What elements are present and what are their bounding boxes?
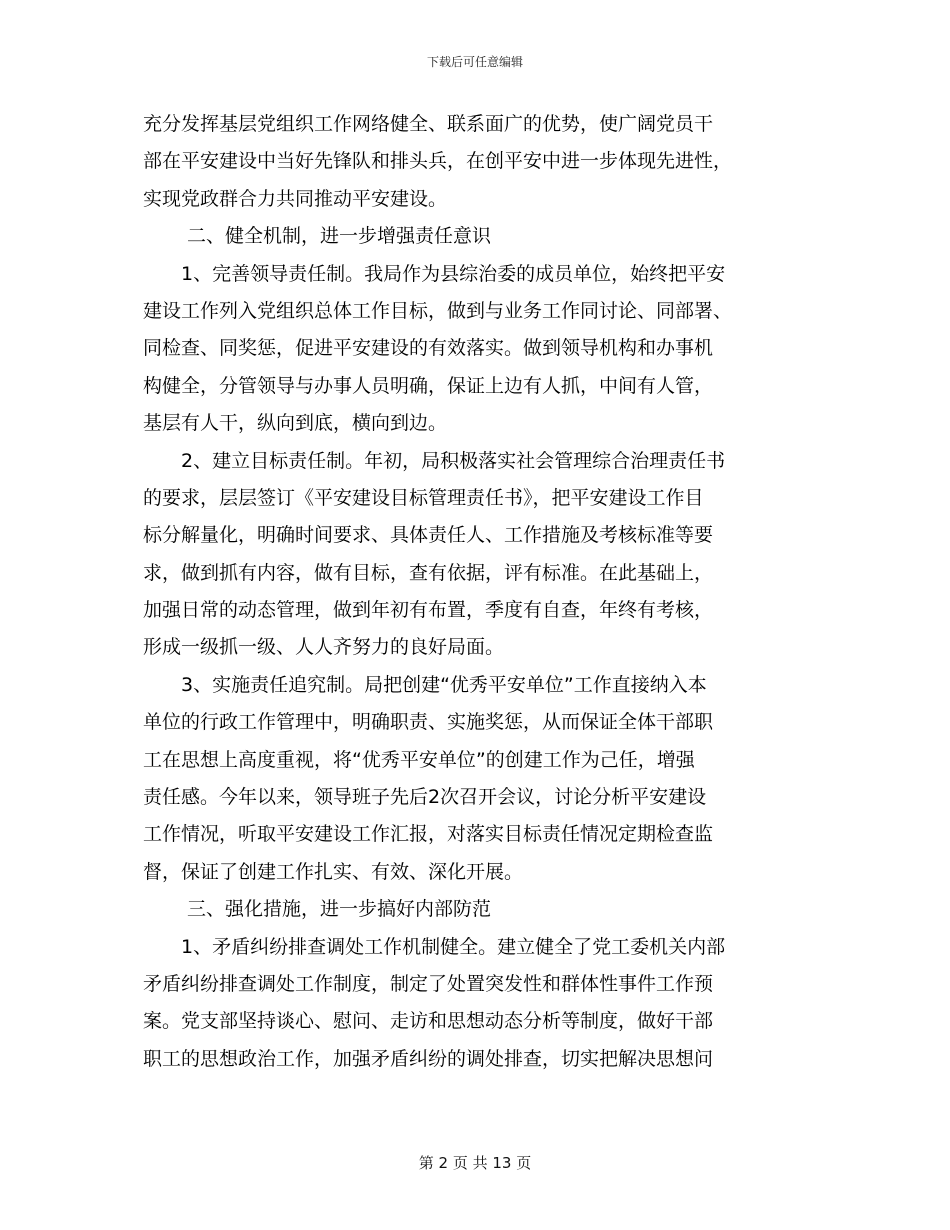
text-line: 1、完善领导责任制。我局作为县综治委的成员单位，始终把平安 <box>181 262 726 285</box>
section-heading: 二、健全机制，进一步增强责任意识 <box>187 225 492 248</box>
text-line: 基层有人干，纵向到底，横向到边。 <box>143 412 448 435</box>
text-line: 实现党政群合力共同推动平安建设。 <box>143 187 448 210</box>
text-line: 充分发挥基层党组织工作网络健全、联系面广的优势，使广阔党员干 <box>143 113 714 135</box>
text-line: 案。党支部坚持谈心、慰问、走访和思想动态分析等制度，做好干部 <box>143 1010 714 1033</box>
document-body <box>143 106 807 1078</box>
text-line: 部在平安建设中当好先锋队和排头兵，在创平安中进一步体现先进性， <box>143 150 733 173</box>
page-header-text: 下载后可任意编辑 <box>426 55 523 69</box>
text-line: 督，保证了创建工作扎实、有效、深化开展。 <box>143 860 524 883</box>
page-header <box>0 54 950 70</box>
text-line: 单位的行政工作管理中，明确职责、实施奖惩，从而保证全体干部职 <box>143 711 714 734</box>
text-line: 构健全，分管领导与办事人员明确，保证上边有人抓，中间有人管， <box>143 374 714 397</box>
text-line: 形成一级抓一级、人人齐努力的良好局面。 <box>143 636 505 659</box>
text-line: 工作情况，听取平安建设工作汇报，对落实目标责任情况定期检查监 <box>143 823 714 846</box>
text-line: 矛盾纠纷排查调处工作制度，制定了处置突发性和群体性事件工作预 <box>143 972 714 995</box>
section-heading: 三、强化措施，进一步搞好内部防范 <box>187 898 492 921</box>
text-line: 建设工作列入党组织总体工作目标，做到与业务工作同讨论、同部署、 <box>143 299 733 322</box>
text-line: 的要求，层层签订《平安建设目标管理责任书》，把平安建设工作目 <box>143 486 704 509</box>
text-line: 责任感。今年以来，领导班子先后2次召开会议，讨论分析平安建设 <box>143 786 707 809</box>
text-line: 标分解量化，明确时间要求、具体责任人、工作措施及考核标准等要 <box>143 524 714 547</box>
text-line: 同检查、同奖惩，促进平安建设的有效落实。做到领导机构和办事机 <box>143 337 714 360</box>
text-line: 加强日常的动态管理，做到年初有布置，季度有自查，年终有考核， <box>143 599 714 622</box>
text-line: 求，做到抓有内容，做有目标，查有依据，评有标准。在此基础上， <box>143 561 714 584</box>
page-footer <box>0 1153 950 1173</box>
text-line: 工在思想上高度重视，将“优秀平安单位”的创建工作为己任，增强 <box>143 748 695 771</box>
text-line: 职工的思想政治工作，加强矛盾纠纷的调处排查，切实把解决思想问 <box>143 1047 714 1070</box>
text-line: 3、实施责任追究制。局把创建“优秀平安单位”工作直接纳入本 <box>181 673 707 696</box>
text-line: 2、建立目标责任制。年初，局积极落实社会管理综合治理责任书 <box>181 449 726 472</box>
text-line: 1、矛盾纠纷排查调处工作机制健全。建立健全了党工委机关内部 <box>181 935 726 958</box>
page-number: 第 2 页 共 13 页 <box>418 1154 532 1172</box>
